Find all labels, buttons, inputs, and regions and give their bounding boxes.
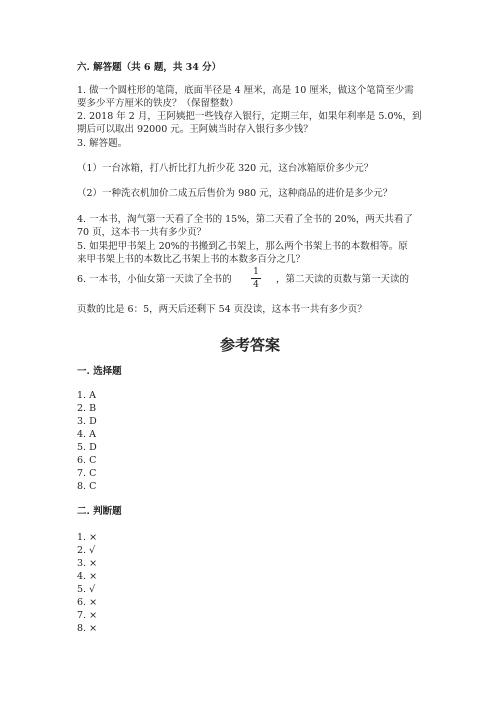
answer-item: 4. × [77, 571, 98, 582]
answer-item: 8. C [77, 481, 97, 492]
question-6-line-2: 页数的比是 6：5，两天后还剩下 54 页没读，这本书一共有多少页？ [77, 304, 367, 315]
question-5-line-1: 5. 如果把甲书架上 20%的书搬到乙书架上，那么两个书架上书的本数相等。原 [77, 241, 408, 252]
answers-title: 参考答案 [219, 336, 280, 354]
answer-item: 2. √ [77, 545, 96, 556]
question-5-line-2: 来甲书架上书的本数比乙书架上书的本数多百分之几？ [77, 254, 306, 265]
question-3-sub-1: （1）一台冰箱，打八折比打九折少花 320 元，这台冰箱原价多少元？ [77, 163, 374, 174]
answer-item: 8. × [77, 623, 98, 634]
fraction-bar [251, 278, 261, 279]
fraction-one-quarter [249, 267, 263, 290]
answers-part-1-heading: 一. 选择题 [77, 366, 122, 377]
question-6-line-1-start: 6. 一本书，小仙女第一天读了全书的 [77, 274, 232, 285]
question-4-line-1: 4. 一本书，淘气第一天看了全书的 15%，第二天看了全书的 20%，两天共看了 [77, 214, 413, 225]
question-3-sub-2: （2）一种洗衣机加价二成五后售价为 980 元，这种商品的进价是多少元？ [77, 188, 393, 199]
question-4-line-2: 70 页，这本书一共有多少页？ [77, 227, 207, 238]
question-1-line-2: 要多少平方厘米的铁皮？（保留整数） [77, 98, 239, 109]
question-3-heading: 3. 解答题。 [77, 138, 128, 149]
question-2-line-1: 2. 2018 年 2 月，王阿姨把一些钱存入银行，定期三年，如果年利率是 5.0%，到 [77, 111, 422, 122]
answer-item: 1. A [77, 390, 96, 401]
question-1-line-1: 1. 做一个圆柱形的笔筒，底面半径是 4 厘米，高是 10 厘米，做这个笔筒至少需 [77, 85, 414, 96]
answer-item: 3. D [77, 416, 97, 427]
answer-item: 1. × [77, 532, 98, 543]
answer-item: 2. B [77, 403, 97, 414]
answer-item: 7. C [77, 468, 97, 479]
answer-item: 7. × [77, 610, 98, 621]
fraction-denominator: 4 [253, 280, 259, 290]
section-6-heading: 六. 解答题（共 6 题，共 34 分） [77, 62, 222, 73]
question-2-line-2: 期后可以取出 92000 元。王阿姨当时存入银行多少钱？ [77, 124, 313, 135]
answers-part-2-heading: 二. 判断题 [77, 506, 122, 517]
answer-item: 6. × [77, 597, 98, 608]
answer-item: 4. A [77, 429, 96, 440]
answer-item: 3. × [77, 558, 98, 569]
answer-item: 5. √ [77, 584, 96, 595]
answer-item: 6. C [77, 455, 97, 466]
answer-item: 5. D [77, 442, 97, 453]
fraction-numerator: 1 [253, 267, 259, 277]
question-6-line-1-end: ，第二天读的页数与第一天读的 [276, 274, 410, 285]
